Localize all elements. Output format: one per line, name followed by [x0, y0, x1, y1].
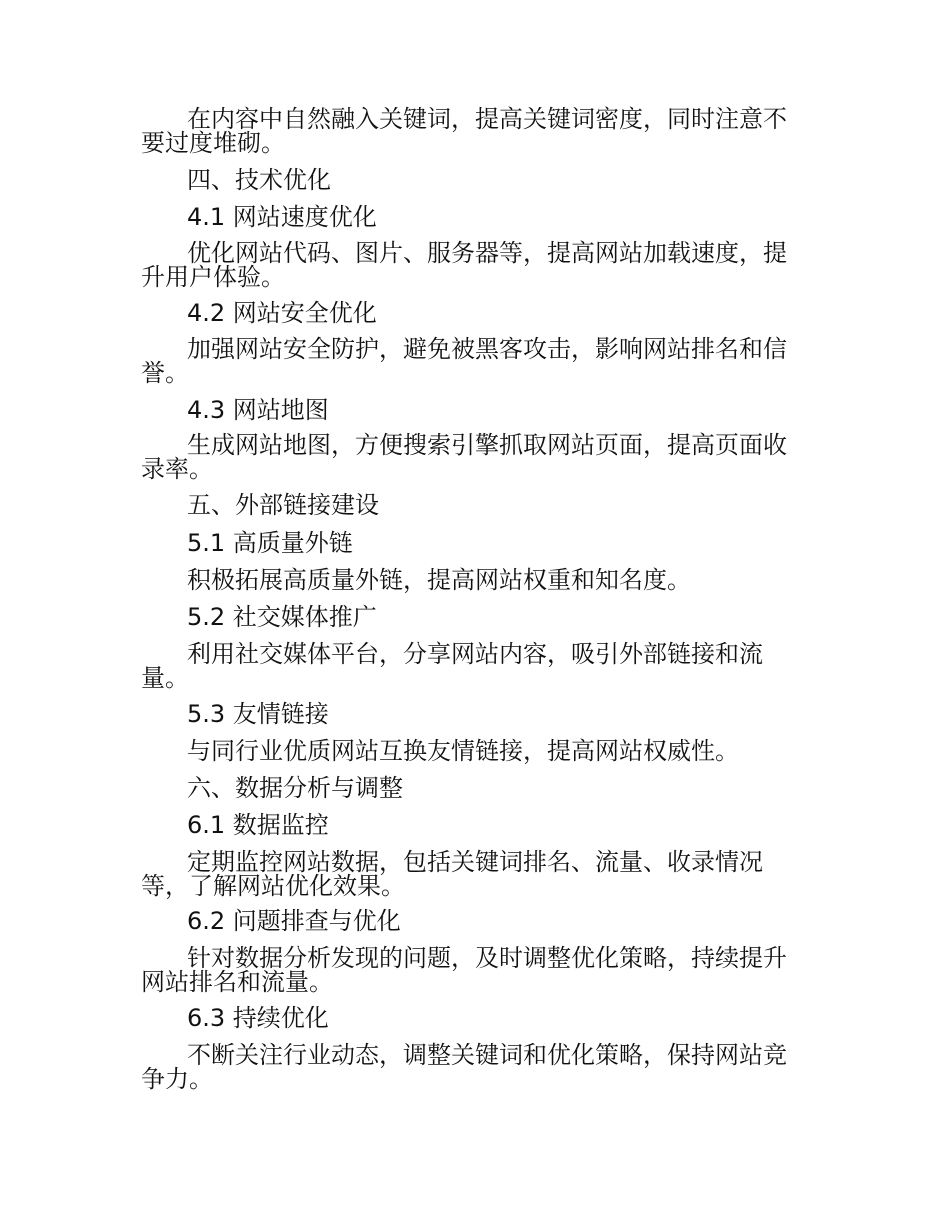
paragraph-site-speed: 优化网站代码、图片、服务器等，提高网站加载速度，提升用户体验。 — [141, 239, 787, 291]
heading-4-1: 4.1 网站速度优化 — [187, 203, 377, 231]
paragraph-site-security: 加强网站安全防护，避免被黑客攻击，影响网站排名和信誉。 — [141, 335, 787, 387]
heading-6-2: 6.2 问题排查与优化 — [187, 907, 401, 935]
heading-6-3: 6.3 持续优化 — [187, 1004, 329, 1032]
paragraph-quality-backlinks: 积极拓展高质量外链，提高网站权重和知名度。 — [187, 566, 691, 594]
heading-5-1: 5.1 高质量外链 — [187, 529, 353, 557]
heading-5-3: 5.3 友情链接 — [187, 700, 329, 728]
heading-6-1: 6.1 数据监控 — [187, 811, 329, 839]
paragraph-keyword-density: 在内容中自然融入关键词，提高关键词密度，同时注意不要过度堆砌。 — [141, 105, 787, 157]
paragraph-troubleshooting: 针对数据分析发现的问题，及时调整优化策略，持续提升网站排名和流量。 — [141, 944, 787, 996]
heading-4-2: 4.2 网站安全优化 — [187, 299, 377, 327]
heading-section-6: 六、数据分析与调整 — [187, 774, 403, 802]
heading-5-2: 5.2 社交媒体推广 — [187, 603, 377, 631]
paragraph-data-monitoring: 定期监控网站数据，包括关键词排名、流量、收录情况等，了解网站优化效果。 — [141, 848, 763, 900]
heading-section-5: 五、外部链接建设 — [187, 491, 379, 519]
heading-4-3: 4.3 网站地图 — [187, 396, 329, 424]
paragraph-friend-links: 与同行业优质网站互换友情链接，提高网站权威性。 — [187, 737, 739, 765]
paragraph-social-media: 利用社交媒体平台，分享网站内容，吸引外部链接和流量。 — [141, 640, 763, 692]
paragraph-continuous-optimization: 不断关注行业动态，调整关键词和优化策略，保持网站竞争力。 — [141, 1041, 787, 1093]
heading-section-4: 四、技术优化 — [187, 166, 331, 194]
paragraph-sitemap: 生成网站地图，方便搜索引擎抓取网站页面，提高页面收录率。 — [141, 431, 787, 483]
